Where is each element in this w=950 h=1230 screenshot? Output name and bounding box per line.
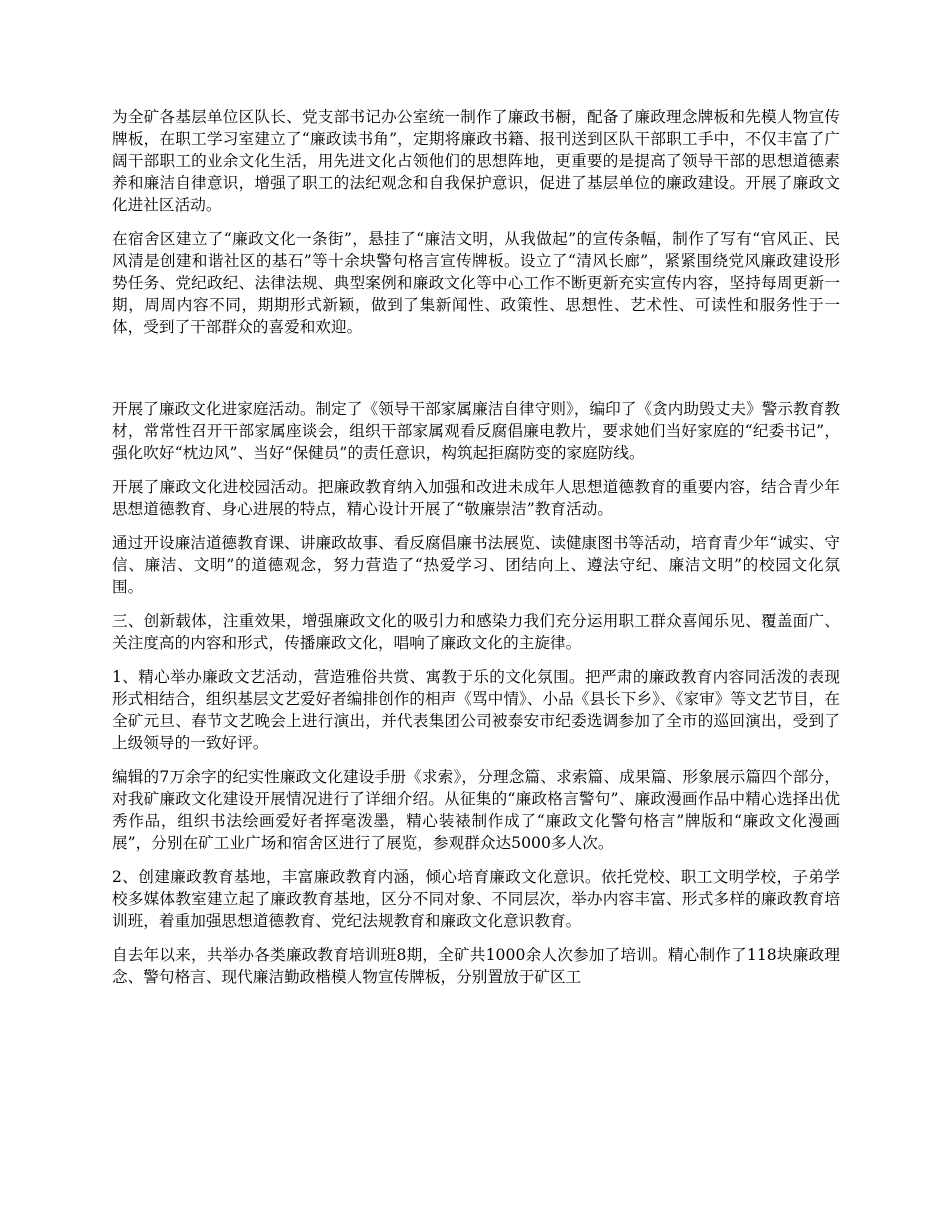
paragraph-6: 三、创新载体，注重效果，增强廉政文化的吸引力和感染力我们充分运用职工群众喜闻乐见、覆盖面广、关注度高的内容和形式，传播廉政文化，唱响了廉政文化的主旋律。 — [112, 612, 840, 652]
section-gap — [112, 350, 840, 398]
paragraph-3: 开展了廉政文化进家庭活动。制定了《领导干部家属廉洁自律守则》，编印了《贪内助毁丈夫》警示教育教材，常常性召开干部家属座谈会，组织干部家属观看反腐倡廉电教片，要求她们当好家庭的“纪委书记”，强化吹好“枕边风”、当好“保健员”的责任意识，构筑起拒腐防变的家庭防线。 — [112, 400, 840, 462]
paragraph-8: 编辑的7万余字的纪实性廉政文化建设手册《求索》，分理念篇、求索篇、成果篇、形象展示篇四个部分，对我矿廉政文化建设开展情况进行了详细介绍。从征集的“廉政格言警句”、廉政漫画作品中精心选择出优秀作品，组织书法绘画爱好者挥毫泼墨，精心装裱制作成了“廉政文化警句格言”牌版和“廉政文化漫画展”，分别在矿工业广场和宿舍区进行了展览，参观群众达5000多人次。 — [112, 768, 840, 852]
paragraph-5: 通过开设廉洁道德教育课、讲廉政故事、看反腐倡廉书法展览、读健康图书等活动，培育青少年“诚实、守信、廉洁、文明”的道德观念，努力营造了“热爱学习、团结向上、遵法守纪、廉洁文明”的校园文化氛围。 — [112, 534, 840, 596]
paragraph-7: 1、精心举办廉政文艺活动，营造雅俗共赏、寓教于乐的文化氛围。把严肃的廉政教育内容同活泼的表现形式相结合，组织基层文艺爱好者编排创作的相声《骂中情》、小品《县长下乡》、《家审》等文艺节目，在全矿元旦、春节文艺晚会上进行演出，并代表集团公司被泰安市纪委选调参加了全市的巡回演出，受到了上级领导的一致好评。 — [112, 668, 840, 752]
paragraph-1: 为全矿各基层单位区队长、党支部书记办公室统一制作了廉政书橱，配备了廉政理念牌板和先模人物宣传牌板，在职工学习室建立了“廉政读书角”，定期将廉政书籍、报刊送到区队干部职工手中，不仅丰富了广阔干部职工的业余文化生活，用先进文化占领他们的思想阵地，更重要的是提高了领导干部的思想道德素养和廉洁自律意识，增强了职工的法纪观念和自我保护意识，促进了基层单位的廉政建设。开展了廉政文化进社区活动。 — [112, 108, 840, 214]
paragraph-2: 在宿舍区建立了“廉政文化一条街”，悬挂了“廉洁文明，从我做起”的宣传条幅，制作了写有“官风正、民风清是创建和谐社区的基石”等十余块警句格言宣传牌板。设立了“清风长廊”，紧紧围绕党风廉政建设形势任务、党纪政纪、法律法规、典型案例和廉政文化等中心工作不断更新充实宣传内容，坚持每周更新一期，周周内容不同，期期形式新颖，做到了集新闻性、政策性、思想性、艺术性、可读性和服务性于一体，受到了干部群众的喜爱和欢迎。 — [112, 230, 840, 336]
document-body — [112, 106, 840, 1000]
paragraph-4: 开展了廉政文化进校园活动。把廉政教育纳入加强和改进未成年人思想道德教育的重要内容，结合青少年思想道德教育、身心进展的特点，精心设计开展了“敬廉崇洁”教育活动。 — [112, 478, 840, 518]
paragraph-9: 2、创建廉政教育基地，丰富廉政教育内涵，倾心培育廉政文化意识。依托党校、职工文明学校，子弟学校多媒体教室建立起了廉政教育基地，区分不同对象、不同层次，举办内容丰富、形式多样的廉政教育培训班，着重加强思想道德教育、党纪法规教育和廉政文化意识教育。 — [112, 868, 840, 930]
paragraph-10: 自去年以来，共举办各类廉政教育培训班8期，全矿共1000余人次参加了培训。精心制作了118块廉政理念、警句格言、现代廉洁勤政楷模人物宣传牌板，分别置放于矿区工 — [112, 946, 840, 986]
